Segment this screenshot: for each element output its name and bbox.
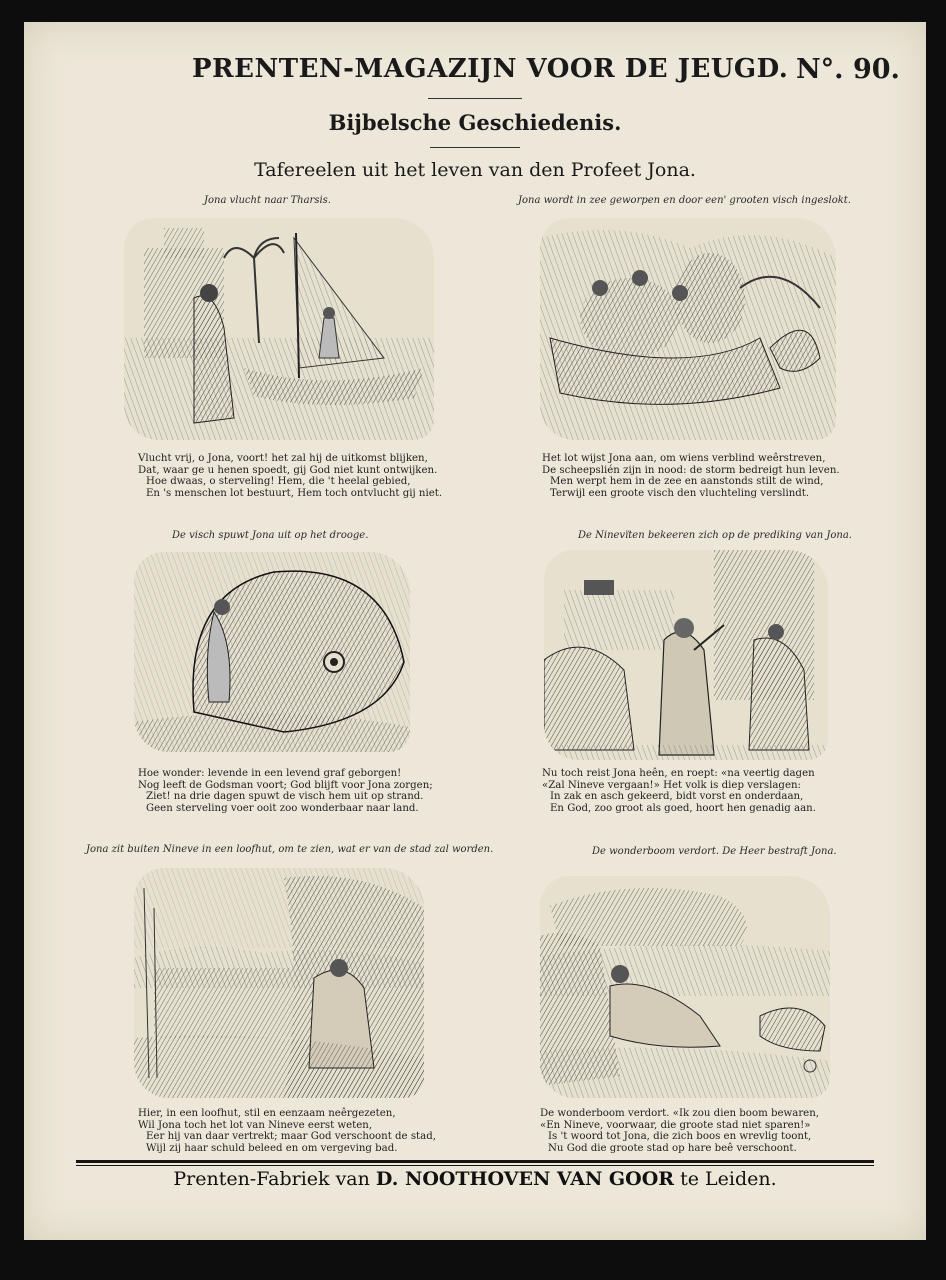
verse-line: Men werpt hem in de zee en aanstonds stilt de wind, xyxy=(550,476,824,488)
print-sheet xyxy=(24,22,926,1240)
issue-number: N°. 90. xyxy=(796,54,900,85)
verse-line: Geen sterveling voer ooit zoo wonderbaar naar land. xyxy=(146,802,419,814)
panel-5-engraving xyxy=(134,868,424,1098)
publisher-line xyxy=(24,1168,926,1190)
publisher-prefix: Prenten-Fabriek van xyxy=(173,1168,370,1190)
panel-4-engraving xyxy=(544,550,828,760)
verse-line: «En Nineve, voorwaar, die groote stad niet sparen!» xyxy=(540,1119,811,1131)
verse-line: Hoe wonder: levende in een levend graf geborgen! xyxy=(138,768,402,779)
subtitle-divider xyxy=(430,147,520,148)
panel-3-engraving xyxy=(134,552,410,752)
footer-divider-thin xyxy=(76,1165,874,1166)
panel-3-caption: De visch spuwt Jona uit op het droogе. xyxy=(172,530,369,541)
panel-1-caption: Jona vlucht naar Tharsis. xyxy=(204,195,331,206)
verse-line: Hier, in een loofhut, stil en eenzaam neêrgezeten, xyxy=(138,1108,396,1119)
verse-line: Eer hij van daar vertrekt; maar God verschoont de stad, xyxy=(146,1131,436,1143)
magazine-title: PRENTEN-MAGAZIJN VOOR DE JEUGD. xyxy=(192,54,789,84)
verse-line: Wil Jona toch het lot van Nineve eerst weten, xyxy=(138,1119,373,1131)
verse-line: Is 't woord tot Jona, die zich boos en wrevlig toont, xyxy=(548,1131,812,1143)
verse-line: Hoe dwaas, o sterveling! Hem, die 't heelal gebied, xyxy=(146,476,411,488)
panel-3-verse xyxy=(138,768,433,814)
verse-line: Nu toch reist Jona heên, en roept: «na veertig dagen xyxy=(542,768,815,779)
panel-5-caption: Jona zit buiten Nineve in een loofhut, om te zien, wat er van de stad zal worden. xyxy=(86,844,494,855)
verse-line: En God, zoo groot als goed, hoort hen genadig aan. xyxy=(550,802,816,814)
verse-line: Vlucht vrij, o Jona, voort! het zal hij de uitkomst blijken, xyxy=(138,453,428,464)
panel-6-caption: De wonderboom verdort. De Heer bestraft Jona. xyxy=(592,846,837,857)
verse-line: «Zal Nineve vergaan!» Het volk is diep verslagen: xyxy=(542,779,801,791)
series-title: Tafereelen uit het leven van den Profeet Jona. xyxy=(254,159,696,181)
subtitle: Bijbelsche Geschiedenis. xyxy=(328,110,622,135)
verse-line: En 's menschen lot bestuurt, Hem toch ontvlucht gij niet. xyxy=(146,487,443,499)
panel-2-verse xyxy=(542,453,840,499)
panel-6-verse xyxy=(540,1108,819,1154)
verse-line: Dat, waar ge u henen spoedt, gij God niet kunt ontwijken. xyxy=(138,464,438,476)
panel-2-engraving xyxy=(540,218,836,440)
verse-line: Het lot wijst Jona aan, om wiens verblind weêrstreven, xyxy=(542,453,826,464)
verse-line: Terwijl een groote visch den vluchteling verslindt. xyxy=(550,487,810,499)
verse-line: Nog leeft de Godsman voort; God blijft voor Jona zorgen; xyxy=(138,779,433,791)
panel-6-engraving xyxy=(540,876,830,1098)
verse-line: Ziet! na drie dagen spuwt de visch hem uit op strand. xyxy=(146,791,424,803)
verse-line: De scheepslién zijn in nood: de storm bedreigt hun leven. xyxy=(542,464,840,476)
panel-4-caption: De Ninevïten bekeeren zich op de prediking van Jona. xyxy=(578,530,852,541)
title-divider xyxy=(428,98,522,99)
panel-5-verse xyxy=(138,1108,436,1154)
publisher-name: D. NOOTHOVEN VAN GOOR xyxy=(375,1168,675,1190)
panel-4-verse xyxy=(542,768,816,814)
verse-line: De wonderboom verdort. «Ik zou dien boom bewaren, xyxy=(540,1108,820,1119)
panel-2-caption: Jona wordt in zee geworpen en door een' grooten visch ingeslokt. xyxy=(518,195,851,206)
publisher-suffix: te Leiden. xyxy=(680,1168,777,1190)
verse-line: In zak en asch gekeerd, bidt vorst en onderdaan, xyxy=(550,791,804,803)
verse-line: Nu God die groote stad op hare beê verschoont. xyxy=(548,1142,797,1154)
panel-1-verse xyxy=(138,453,442,499)
verse-line: Wijl zij haar schuld beleed en om vergeving bad. xyxy=(146,1142,398,1154)
footer-divider-thick xyxy=(76,1160,874,1163)
panel-1-engraving xyxy=(124,218,434,440)
